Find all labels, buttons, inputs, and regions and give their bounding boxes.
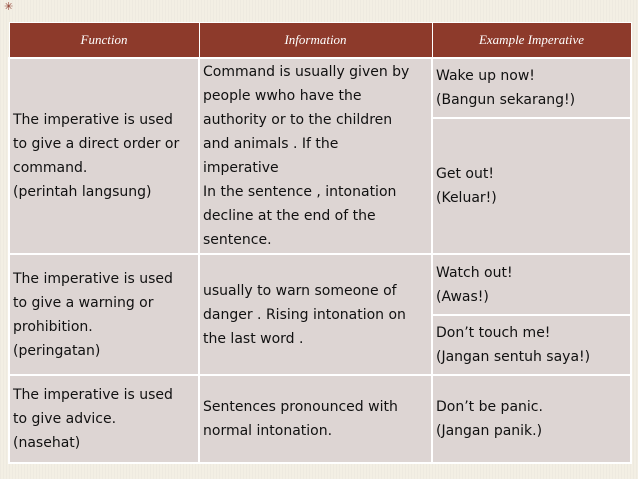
table-row <box>9 375 631 463</box>
function-cell-warning: The imperative is used to give a warning or prohibition. (peringatan) <box>9 254 199 375</box>
example-cell-watch-out: Watch out! (Awas!) <box>432 254 631 315</box>
header-information: Information <box>199 23 432 59</box>
example-cell-dont-panic: Don’t be panic. (Jangan panik.) <box>432 375 631 463</box>
imperative-table <box>8 22 632 464</box>
header-example: Example Imperative <box>432 23 631 59</box>
corner-ornament-icon: ✳ <box>4 1 14 13</box>
information-cell-advice: Sentences pronounced with normal intonation. <box>199 375 432 463</box>
information-cell-direct-order: Command is usually given by people wwho have the authority or to the children and animals . If the imperative In the sentence , intonation decline at the end of the sentence. <box>199 58 432 254</box>
header-function: Function <box>9 23 199 59</box>
example-cell-get-out: Get out! (Keluar!) <box>432 118 631 254</box>
table-row <box>9 58 631 118</box>
example-cell-wake-up: Wake up now! (Bangun sekarang!) <box>432 58 631 118</box>
function-cell-direct-order: The imperative is used to give a direct order or command. (perintah langsung) <box>9 58 199 254</box>
information-cell-warning: usually to warn someone of danger . Rising intonation on the last word . <box>199 254 432 375</box>
function-cell-advice: The imperative is used to give advice. (nasehat) <box>9 375 199 463</box>
table-row <box>9 254 631 315</box>
header-row <box>9 23 631 59</box>
example-cell-dont-touch: Don’t touch me! (Jangan sentuh saya!) <box>432 315 631 375</box>
